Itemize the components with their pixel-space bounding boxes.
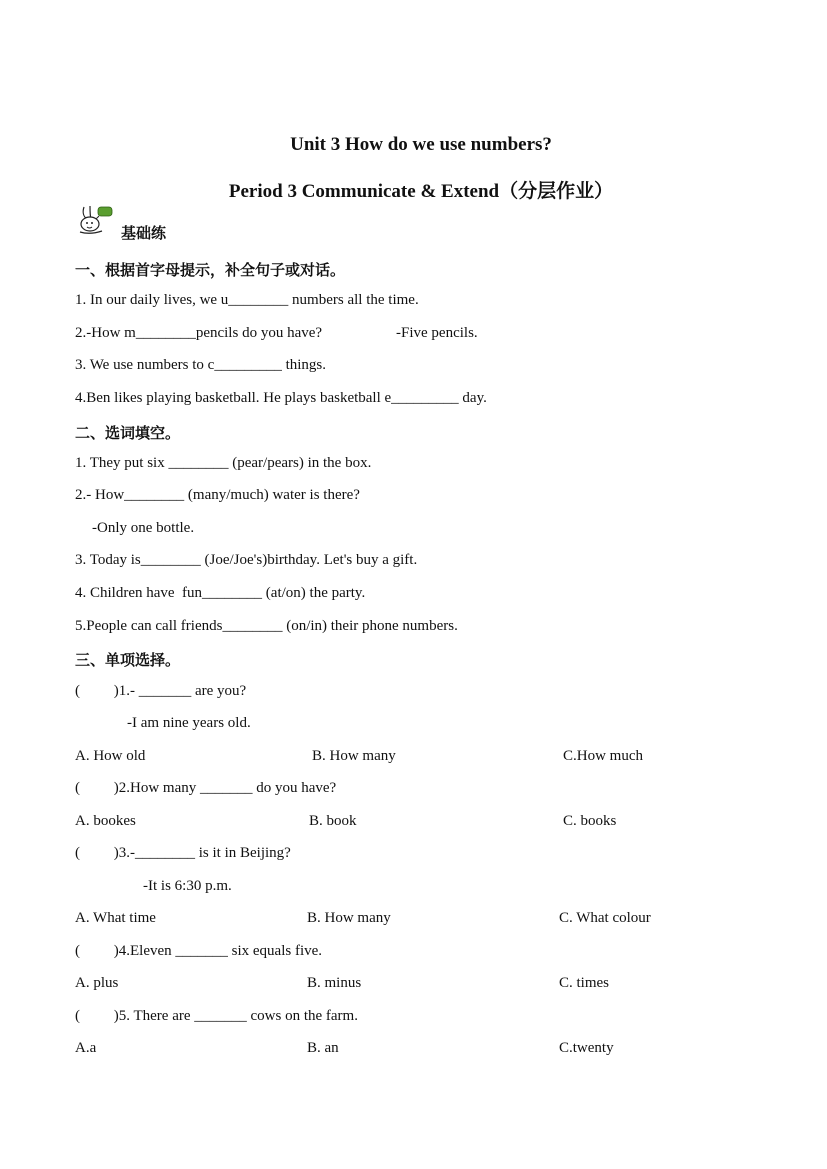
level-label: 基础练: [121, 224, 167, 242]
section-2-heading: 二、选词填空。: [75, 424, 181, 442]
q4-option-c: C. times: [559, 975, 610, 991]
q1-option-b: B. How many: [312, 748, 396, 764]
q4-option-a: A. plus: [75, 975, 119, 991]
section-3-heading: 三、单项选择。: [75, 651, 181, 669]
s2-item-3: 3. Today is________ (Joe/Joe's)birthday. Let's buy a gift.: [75, 552, 418, 568]
q5-stem: ( )5. There are _______ cows on the farm.: [75, 1008, 358, 1024]
s2-item-4: 4. Children have fun________ (at/on) the party.: [75, 585, 366, 601]
q4-option-b: B. minus: [307, 975, 362, 991]
q3-stem: ( )3.-________ is it in Beijing?: [75, 845, 291, 861]
q2-option-b: B. book: [309, 813, 357, 829]
q3-answer-line: -It is 6:30 p.m.: [143, 878, 232, 894]
page-subtitle: Period 3 Communicate & Extend（分层作业）: [228, 181, 614, 202]
s2-item-2: 2.- How________ (many/much) water is there?: [75, 487, 360, 503]
q2-stem: ( )2.How many _______ do you have?: [75, 780, 337, 796]
s2-item-5: 5.People can call friends________ (on/in) their phone numbers.: [75, 618, 458, 634]
q1-answer-line: -I am nine years old.: [127, 715, 251, 731]
s1-item-1: 1. In our daily lives, we u________ numbers all the time.: [75, 292, 419, 308]
q5-option-a: A.a: [75, 1040, 97, 1056]
q5-option-c: C.twenty: [559, 1040, 614, 1056]
q2-option-a: A. bookes: [75, 813, 136, 829]
q1-option-a: A. How old: [75, 748, 146, 764]
s1-item-3: 3. We use numbers to c_________ things.: [75, 357, 326, 373]
q3-option-c: C. What colour: [559, 910, 651, 926]
q4-stem: ( )4.Eleven _______ six equals five.: [75, 943, 323, 959]
q2-option-c: C. books: [563, 813, 617, 829]
rabbit-mascot-icon: [76, 203, 116, 235]
q3-option-b: B. How many: [307, 910, 391, 926]
s2-item-1: 1. They put six ________ (pear/pears) in the box.: [75, 455, 372, 471]
q1-stem: ( )1.- _______ are you?: [75, 683, 247, 699]
s1-item-2-answer: -Five pencils.: [396, 325, 478, 341]
s2-item-2-answer: -Only one bottle.: [92, 520, 195, 536]
page-title: Unit 3 How do we use numbers?: [290, 134, 552, 155]
q3-option-a: A. What time: [75, 910, 156, 926]
s1-item-2: 2.-How m________pencils do you have?: [75, 325, 323, 341]
q1-option-c: C.How much: [563, 748, 643, 764]
s1-item-4: 4.Ben likes playing basketball. He plays basketball e_________ day.: [75, 390, 487, 406]
section-1-heading: 一、根据首字母提示，补全句子或对话。: [75, 261, 346, 279]
q5-option-b: B. an: [307, 1040, 339, 1056]
